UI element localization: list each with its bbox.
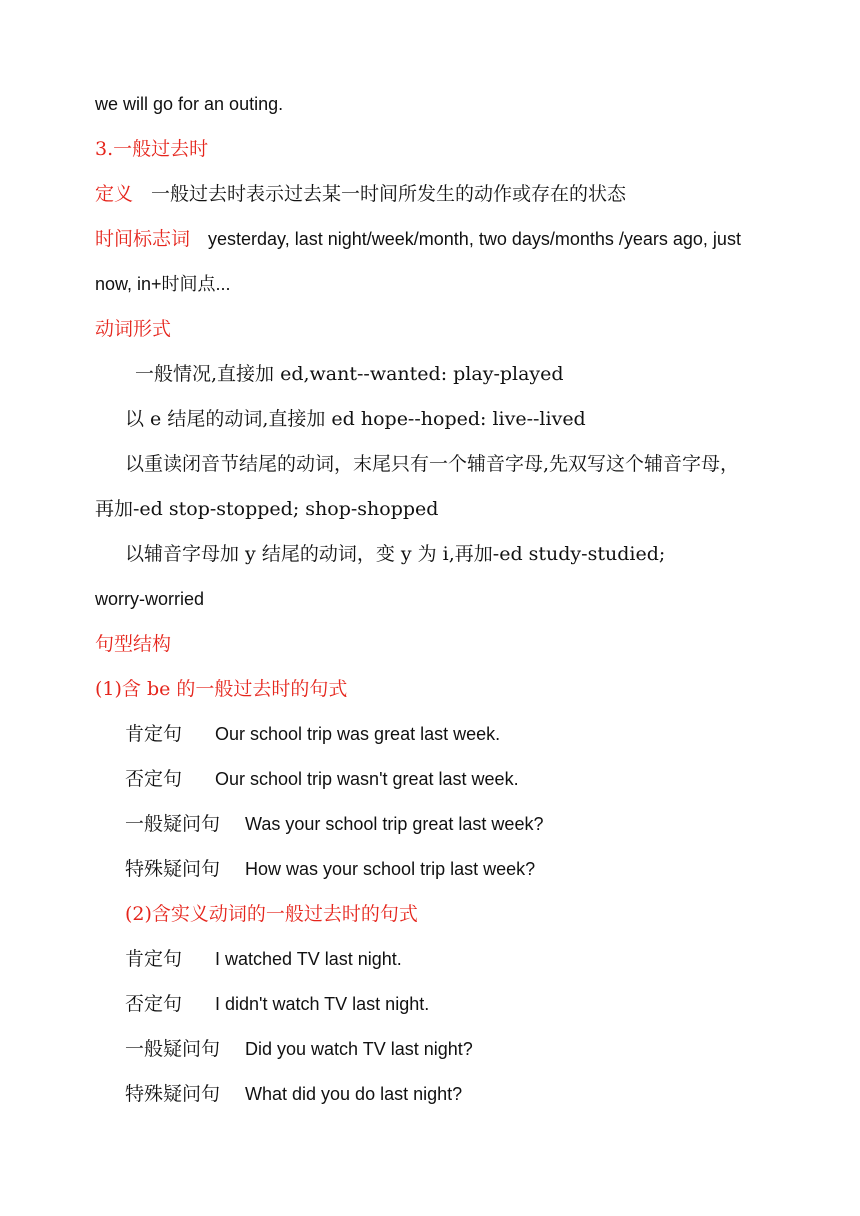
be-yes-no-question-line bbox=[125, 802, 790, 847]
wh-question-label: 特殊疑问句 bbox=[125, 858, 221, 880]
be-affirmative-line bbox=[125, 712, 790, 757]
affirmative-label: 肯定句 bbox=[125, 723, 183, 745]
verb-rule-double-consonant: 以重读闭音节结尾的动词，末尾只有一个辅音字母,先双写这个辅音字母， bbox=[125, 453, 740, 475]
yes-no-question-label: 一般疑问句 bbox=[125, 1038, 221, 1060]
be-wh-question-line bbox=[125, 847, 790, 892]
negative-label: 否定句 bbox=[125, 993, 183, 1015]
negative-label: 否定句 bbox=[125, 768, 183, 790]
definition-text: 一般过去时表示过去某一时间所发生的动作或存在的状态 bbox=[151, 183, 627, 205]
time-markers-continued: now, in+时间点... bbox=[95, 274, 231, 294]
negative-example: Our school trip wasn't great last week. bbox=[215, 769, 519, 789]
be-sentence-subheading: (1)含 be 的一般过去时的句式 bbox=[95, 678, 348, 700]
verb-yes-no-question-line bbox=[125, 1027, 790, 1072]
verb-rule-double-consonant-continued: 再加-ed stop-stopped; shop-shopped bbox=[95, 498, 439, 520]
wh-question-example: What did you do last night? bbox=[245, 1084, 463, 1104]
verb-forms-heading: 动词形式 bbox=[95, 318, 172, 340]
yes-no-question-label: 一般疑问句 bbox=[125, 813, 221, 835]
affirmative-label: 肯定句 bbox=[125, 948, 183, 970]
definition-label: 定义 bbox=[95, 183, 134, 205]
negative-example: I didn't watch TV last night. bbox=[215, 994, 430, 1014]
section-heading-simple-past: 3.一般过去时 bbox=[95, 138, 209, 160]
wh-question-example: How was your school trip last week? bbox=[245, 859, 536, 879]
time-markers-label: 时间标志词 bbox=[95, 228, 191, 250]
time-markers-line bbox=[95, 217, 790, 262]
time-markers-text: yesterday, last night/week/month, two days/months /years ago, just bbox=[208, 229, 741, 249]
yes-no-question-example: Did you watch TV last night? bbox=[245, 1039, 473, 1059]
continued-sentence: we will go for an outing. bbox=[95, 94, 284, 114]
verb-affirmative-line bbox=[125, 937, 790, 982]
yes-no-question-example: Was your school trip great last week? bbox=[245, 814, 544, 834]
verb-rule-y-ending: 以辅音字母加 y 结尾的动词，变 y 为 i,再加-ed study-studied; bbox=[125, 543, 666, 565]
action-verb-subheading: (2)含实义动词的一般过去时的句式 bbox=[125, 903, 418, 925]
sentence-structure-heading: 句型结构 bbox=[95, 633, 172, 655]
verb-negative-line bbox=[125, 982, 790, 1027]
verb-rule-y-ending-continued: worry-worried bbox=[95, 589, 205, 609]
verb-rule-e-ending: 以 e 结尾的动词,直接加 ed hope--hoped: live--lived bbox=[125, 408, 586, 430]
affirmative-example: I watched TV last night. bbox=[215, 949, 402, 969]
be-negative-line bbox=[125, 757, 790, 802]
wh-question-label: 特殊疑问句 bbox=[125, 1083, 221, 1105]
verb-rule-general: 一般情况,直接加 ed,want--wanted: play-played bbox=[135, 363, 564, 385]
definition-line bbox=[95, 172, 790, 217]
verb-wh-question-line bbox=[125, 1072, 790, 1117]
affirmative-example: Our school trip was great last week. bbox=[215, 724, 501, 744]
